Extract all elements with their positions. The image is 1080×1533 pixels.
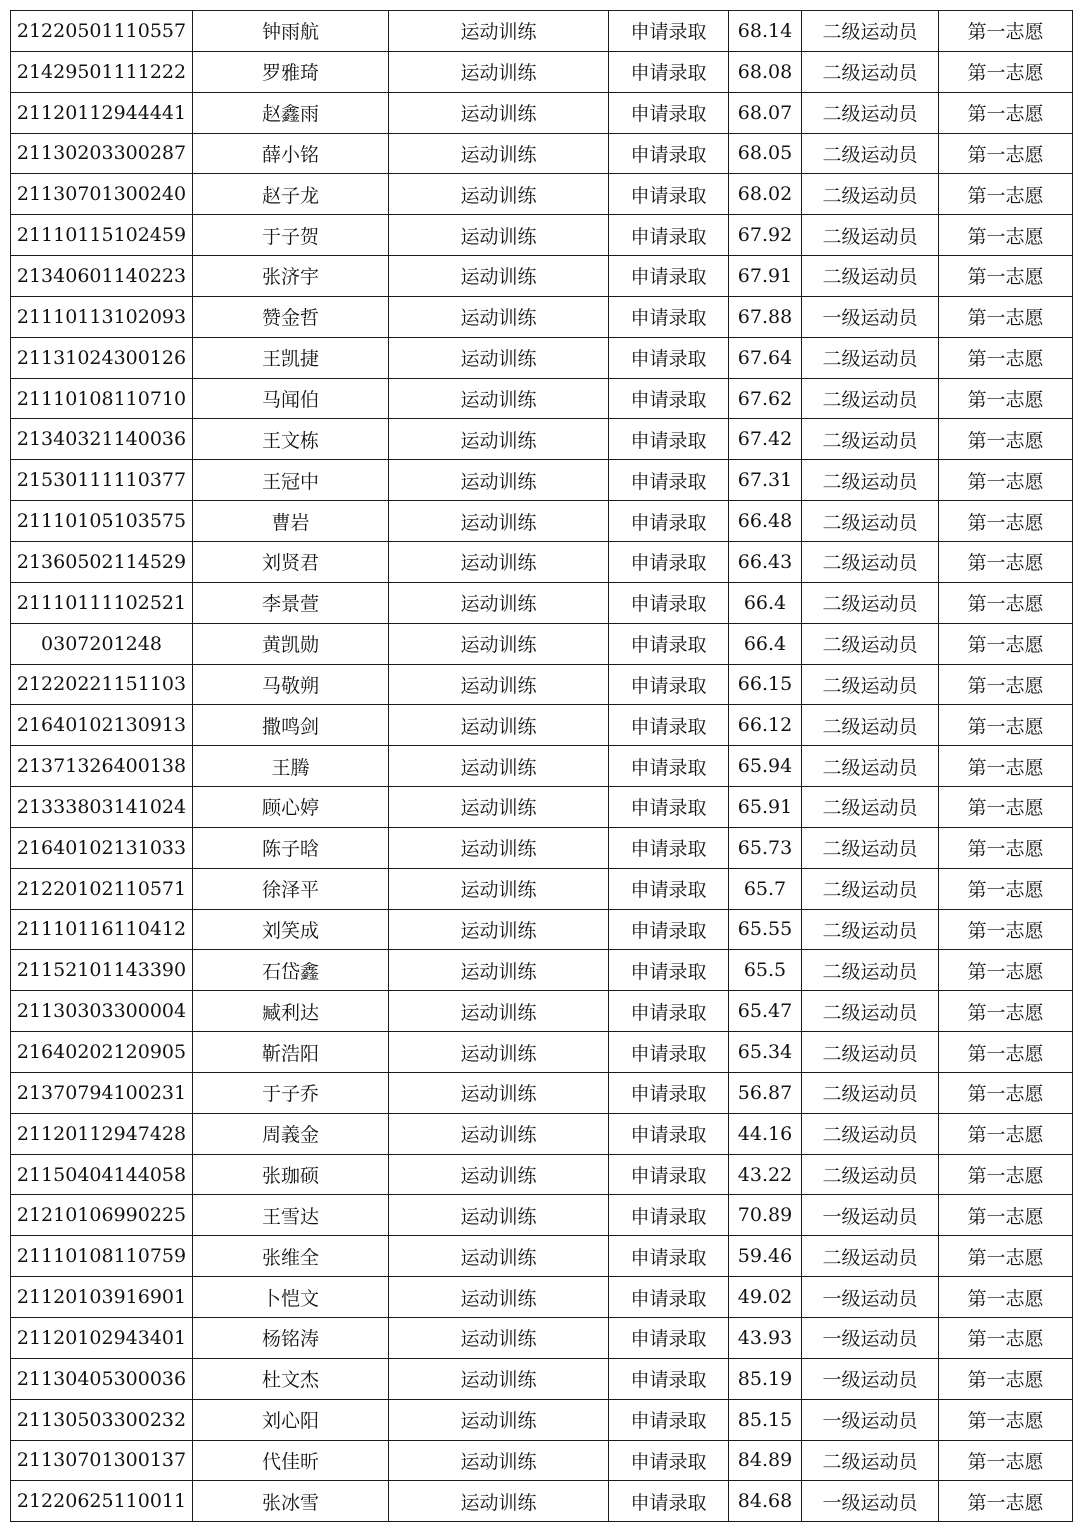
score-cell: 65.73 [729,827,802,868]
table-row [11,541,1073,582]
candidate-id-cell: 21110115102459 [11,215,193,256]
name-cell: 于子贺 [193,215,389,256]
choice-cell: 第一志愿 [939,174,1073,215]
athlete-level-cell: 一级运动员 [802,1481,939,1522]
candidate-id-cell: 21640102131033 [11,827,193,868]
major-cell: 运动训练 [389,11,609,52]
major-cell: 运动训练 [389,460,609,501]
athlete-level-cell: 二级运动员 [802,1154,939,1195]
table-row [11,705,1073,746]
table-row [11,501,1073,542]
name-cell: 卜恺文 [193,1277,389,1318]
choice-cell: 第一志愿 [939,378,1073,419]
choice-cell: 第一志愿 [939,1277,1073,1318]
major-cell: 运动训练 [389,909,609,950]
choice-cell: 第一志愿 [939,991,1073,1032]
candidate-id-cell: 21340601140223 [11,256,193,297]
score-cell: 84.89 [729,1440,802,1481]
score-cell: 66.12 [729,705,802,746]
choice-cell: 第一志愿 [939,705,1073,746]
choice-cell: 第一志愿 [939,623,1073,664]
admission-type-cell: 申请录取 [609,909,729,950]
name-cell: 赵子龙 [193,174,389,215]
table-row [11,215,1073,256]
name-cell: 张珈硕 [193,1154,389,1195]
admission-type-cell: 申请录取 [609,215,729,256]
major-cell: 运动训练 [389,991,609,1032]
choice-cell: 第一志愿 [939,1113,1073,1154]
major-cell: 运动训练 [389,1072,609,1113]
athlete-level-cell: 二级运动员 [802,215,939,256]
score-cell: 67.42 [729,419,802,460]
major-cell: 运动训练 [389,1032,609,1073]
admission-type-cell: 申请录取 [609,419,729,460]
candidate-id-cell: 21130303300004 [11,991,193,1032]
name-cell: 李景萱 [193,582,389,623]
admission-type-cell: 申请录取 [609,623,729,664]
athlete-level-cell: 二级运动员 [802,133,939,174]
score-cell: 85.19 [729,1358,802,1399]
name-cell: 代佳昕 [193,1440,389,1481]
choice-cell: 第一志愿 [939,868,1073,909]
table-row [11,1236,1073,1277]
athlete-level-cell: 二级运动员 [802,419,939,460]
choice-cell: 第一志愿 [939,256,1073,297]
athlete-level-cell: 二级运动员 [802,337,939,378]
score-cell: 68.14 [729,11,802,52]
major-cell: 运动训练 [389,51,609,92]
admission-type-cell: 申请录取 [609,746,729,787]
score-cell: 65.5 [729,950,802,991]
major-cell: 运动训练 [389,419,609,460]
admission-type-cell: 申请录取 [609,501,729,542]
candidate-id-cell: 21220501110557 [11,11,193,52]
candidate-id-cell: 21110113102093 [11,296,193,337]
candidate-id-cell: 21530111110377 [11,460,193,501]
table-row [11,419,1073,460]
major-cell: 运动训练 [389,1399,609,1440]
name-cell: 张冰雪 [193,1481,389,1522]
athlete-level-cell: 二级运动员 [802,664,939,705]
athlete-level-cell: 二级运动员 [802,950,939,991]
choice-cell: 第一志愿 [939,827,1073,868]
major-cell: 运动训练 [389,1481,609,1522]
candidate-id-cell: 21360502114529 [11,541,193,582]
score-cell: 68.05 [729,133,802,174]
choice-cell: 第一志愿 [939,1154,1073,1195]
major-cell: 运动训练 [389,705,609,746]
score-cell: 66.43 [729,541,802,582]
table-row [11,1440,1073,1481]
admission-type-cell: 申请录取 [609,1358,729,1399]
choice-cell: 第一志愿 [939,1072,1073,1113]
score-cell: 68.02 [729,174,802,215]
name-cell: 周義金 [193,1113,389,1154]
name-cell: 薛小铭 [193,133,389,174]
name-cell: 赵鑫雨 [193,92,389,133]
candidate-id-cell: 21130701300240 [11,174,193,215]
candidate-id-cell: 21110108110759 [11,1236,193,1277]
major-cell: 运动训练 [389,1154,609,1195]
name-cell: 刘贤君 [193,541,389,582]
table-row [11,337,1073,378]
choice-cell: 第一志愿 [939,133,1073,174]
athlete-level-cell: 二级运动员 [802,623,939,664]
admission-type-cell: 申请录取 [609,1113,729,1154]
choice-cell: 第一志愿 [939,501,1073,542]
admission-type-cell: 申请录取 [609,868,729,909]
candidate-id-cell: 0307201248 [11,623,193,664]
candidate-id-cell: 21150404144058 [11,1154,193,1195]
choice-cell: 第一志愿 [939,1358,1073,1399]
admission-type-cell: 申请录取 [609,92,729,133]
choice-cell: 第一志愿 [939,1195,1073,1236]
major-cell: 运动训练 [389,1195,609,1236]
score-cell: 65.91 [729,787,802,828]
athlete-level-cell: 一级运动员 [802,1399,939,1440]
athlete-level-cell: 二级运动员 [802,51,939,92]
major-cell: 运动训练 [389,1440,609,1481]
table-row [11,51,1073,92]
athlete-level-cell: 一级运动员 [802,296,939,337]
score-cell: 66.4 [729,623,802,664]
admission-type-cell: 申请录取 [609,664,729,705]
table-row [11,950,1073,991]
choice-cell: 第一志愿 [939,541,1073,582]
admission-type-cell: 申请录取 [609,541,729,582]
choice-cell: 第一志愿 [939,746,1073,787]
choice-cell: 第一志愿 [939,11,1073,52]
name-cell: 靳浩阳 [193,1032,389,1073]
athlete-level-cell: 一级运动员 [802,1195,939,1236]
score-cell: 56.87 [729,1072,802,1113]
major-cell: 运动训练 [389,174,609,215]
table-row [11,296,1073,337]
admission-type-cell: 申请录取 [609,950,729,991]
major-cell: 运动训练 [389,950,609,991]
athlete-level-cell: 二级运动员 [802,746,939,787]
table-row [11,1399,1073,1440]
candidate-id-cell: 21370794100231 [11,1072,193,1113]
table-row [11,1358,1073,1399]
name-cell: 王冠中 [193,460,389,501]
major-cell: 运动训练 [389,1277,609,1318]
name-cell: 赞金哲 [193,296,389,337]
score-cell: 66.48 [729,501,802,542]
major-cell: 运动训练 [389,746,609,787]
admission-type-cell: 申请录取 [609,582,729,623]
athlete-level-cell: 二级运动员 [802,11,939,52]
choice-cell: 第一志愿 [939,92,1073,133]
choice-cell: 第一志愿 [939,460,1073,501]
admission-type-cell: 申请录取 [609,991,729,1032]
admission-type-cell: 申请录取 [609,174,729,215]
name-cell: 王腾 [193,746,389,787]
candidate-id-cell: 21210106990225 [11,1195,193,1236]
table-row [11,11,1073,52]
athlete-level-cell: 二级运动员 [802,1072,939,1113]
candidate-id-cell: 21120112947428 [11,1113,193,1154]
score-cell: 65.34 [729,1032,802,1073]
table-row [11,1072,1073,1113]
name-cell: 杜文杰 [193,1358,389,1399]
score-cell: 67.88 [729,296,802,337]
choice-cell: 第一志愿 [939,909,1073,950]
admission-type-cell: 申请录取 [609,827,729,868]
major-cell: 运动训练 [389,827,609,868]
choice-cell: 第一志愿 [939,950,1073,991]
major-cell: 运动训练 [389,1113,609,1154]
candidate-id-cell: 21152101143390 [11,950,193,991]
candidate-id-cell: 21371326400138 [11,746,193,787]
admission-type-cell: 申请录取 [609,1399,729,1440]
score-cell: 49.02 [729,1277,802,1318]
score-cell: 43.93 [729,1318,802,1359]
candidate-id-cell: 21640202120905 [11,1032,193,1073]
score-cell: 84.68 [729,1481,802,1522]
name-cell: 王文栋 [193,419,389,460]
athlete-level-cell: 二级运动员 [802,705,939,746]
name-cell: 石岱鑫 [193,950,389,991]
score-cell: 43.22 [729,1154,802,1195]
candidate-id-cell: 21130503300232 [11,1399,193,1440]
athlete-level-cell: 二级运动员 [802,582,939,623]
choice-cell: 第一志愿 [939,1440,1073,1481]
athlete-level-cell: 二级运动员 [802,787,939,828]
name-cell: 黄凯勋 [193,623,389,664]
name-cell: 顾心婷 [193,787,389,828]
athlete-level-cell: 二级运动员 [802,991,939,1032]
major-cell: 运动训练 [389,256,609,297]
choice-cell: 第一志愿 [939,215,1073,256]
candidate-id-cell: 21110105103575 [11,501,193,542]
candidate-id-cell: 21640102130913 [11,705,193,746]
table-row [11,1154,1073,1195]
choice-cell: 第一志愿 [939,419,1073,460]
table-row [11,1481,1073,1522]
choice-cell: 第一志愿 [939,1481,1073,1522]
major-cell: 运动训练 [389,501,609,542]
admission-type-cell: 申请录取 [609,1277,729,1318]
table-row [11,133,1073,174]
major-cell: 运动训练 [389,868,609,909]
score-cell: 67.62 [729,378,802,419]
table-row [11,909,1073,950]
score-cell: 67.92 [729,215,802,256]
admission-type-cell: 申请录取 [609,51,729,92]
table-row [11,623,1073,664]
candidate-id-cell: 21429501111222 [11,51,193,92]
table-row [11,664,1073,705]
major-cell: 运动训练 [389,664,609,705]
major-cell: 运动训练 [389,1236,609,1277]
athlete-level-cell: 二级运动员 [802,378,939,419]
admission-type-cell: 申请录取 [609,296,729,337]
table-row [11,991,1073,1032]
athlete-level-cell: 一级运动员 [802,1318,939,1359]
table-row [11,378,1073,419]
admission-type-cell: 申请录取 [609,1154,729,1195]
choice-cell: 第一志愿 [939,1236,1073,1277]
athlete-level-cell: 一级运动员 [802,1358,939,1399]
table-row [11,1113,1073,1154]
major-cell: 运动训练 [389,378,609,419]
name-cell: 王雪达 [193,1195,389,1236]
score-cell: 70.89 [729,1195,802,1236]
score-cell: 65.94 [729,746,802,787]
admission-type-cell: 申请录取 [609,337,729,378]
choice-cell: 第一志愿 [939,51,1073,92]
choice-cell: 第一志愿 [939,296,1073,337]
candidate-id-cell: 21120103916901 [11,1277,193,1318]
table-row [11,92,1073,133]
name-cell: 陈子晗 [193,827,389,868]
candidate-id-cell: 21340321140036 [11,419,193,460]
admission-type-cell: 申请录取 [609,1481,729,1522]
score-cell: 67.64 [729,337,802,378]
candidate-id-cell: 21120112944441 [11,92,193,133]
name-cell: 曹岩 [193,501,389,542]
major-cell: 运动训练 [389,337,609,378]
score-cell: 68.07 [729,92,802,133]
name-cell: 罗雅琦 [193,51,389,92]
name-cell: 臧利达 [193,991,389,1032]
choice-cell: 第一志愿 [939,1318,1073,1359]
table-row [11,582,1073,623]
name-cell: 钟雨航 [193,11,389,52]
major-cell: 运动训练 [389,541,609,582]
candidate-id-cell: 21130203300287 [11,133,193,174]
admission-type-cell: 申请录取 [609,1318,729,1359]
athlete-level-cell: 二级运动员 [802,868,939,909]
athlete-level-cell: 二级运动员 [802,92,939,133]
candidate-id-cell: 21220221151103 [11,664,193,705]
major-cell: 运动训练 [389,787,609,828]
name-cell: 马闻伯 [193,378,389,419]
name-cell: 刘心阳 [193,1399,389,1440]
athlete-level-cell: 一级运动员 [802,1277,939,1318]
table-row [11,1318,1073,1359]
candidate-id-cell: 21220102110571 [11,868,193,909]
table-row [11,174,1073,215]
candidate-id-cell: 21130701300137 [11,1440,193,1481]
major-cell: 运动训练 [389,1318,609,1359]
table-row [11,1277,1073,1318]
athlete-level-cell: 二级运动员 [802,1032,939,1073]
score-cell: 68.08 [729,51,802,92]
athlete-level-cell: 二级运动员 [802,1440,939,1481]
score-cell: 85.15 [729,1399,802,1440]
roster-table-body [11,11,1073,1522]
admission-type-cell: 申请录取 [609,460,729,501]
admission-type-cell: 申请录取 [609,1236,729,1277]
candidate-id-cell: 21220625110011 [11,1481,193,1522]
candidate-id-cell: 21110116110412 [11,909,193,950]
athlete-level-cell: 二级运动员 [802,541,939,582]
athlete-level-cell: 二级运动员 [802,460,939,501]
score-cell: 59.46 [729,1236,802,1277]
athlete-level-cell: 二级运动员 [802,501,939,542]
choice-cell: 第一志愿 [939,787,1073,828]
table-row [11,746,1073,787]
choice-cell: 第一志愿 [939,664,1073,705]
score-cell: 66.15 [729,664,802,705]
athlete-level-cell: 二级运动员 [802,256,939,297]
name-cell: 张维全 [193,1236,389,1277]
score-cell: 65.47 [729,991,802,1032]
score-cell: 44.16 [729,1113,802,1154]
name-cell: 杨铭涛 [193,1318,389,1359]
choice-cell: 第一志愿 [939,1032,1073,1073]
athlete-level-cell: 二级运动员 [802,1236,939,1277]
admission-roster-table [10,10,1073,1522]
admission-type-cell: 申请录取 [609,787,729,828]
candidate-id-cell: 21130405300036 [11,1358,193,1399]
major-cell: 运动训练 [389,92,609,133]
admission-type-cell: 申请录取 [609,11,729,52]
candidate-id-cell: 21110111102521 [11,582,193,623]
name-cell: 徐泽平 [193,868,389,909]
name-cell: 马敬朔 [193,664,389,705]
athlete-level-cell: 二级运动员 [802,1113,939,1154]
admission-type-cell: 申请录取 [609,1032,729,1073]
admission-type-cell: 申请录取 [609,378,729,419]
major-cell: 运动训练 [389,133,609,174]
admission-type-cell: 申请录取 [609,1440,729,1481]
table-row [11,827,1073,868]
major-cell: 运动训练 [389,215,609,256]
table-row [11,787,1073,828]
score-cell: 66.4 [729,582,802,623]
score-cell: 67.31 [729,460,802,501]
table-row [11,1195,1073,1236]
score-cell: 65.55 [729,909,802,950]
admission-type-cell: 申请录取 [609,133,729,174]
table-row [11,256,1073,297]
table-row [11,1032,1073,1073]
table-row [11,460,1073,501]
choice-cell: 第一志愿 [939,1399,1073,1440]
candidate-id-cell: 21120102943401 [11,1318,193,1359]
admission-type-cell: 申请录取 [609,705,729,746]
choice-cell: 第一志愿 [939,337,1073,378]
major-cell: 运动训练 [389,582,609,623]
athlete-level-cell: 二级运动员 [802,827,939,868]
candidate-id-cell: 21333803141024 [11,787,193,828]
admission-type-cell: 申请录取 [609,1072,729,1113]
name-cell: 刘笑成 [193,909,389,950]
name-cell: 王凯捷 [193,337,389,378]
admission-type-cell: 申请录取 [609,256,729,297]
major-cell: 运动训练 [389,623,609,664]
athlete-level-cell: 二级运动员 [802,909,939,950]
name-cell: 于子乔 [193,1072,389,1113]
score-cell: 65.7 [729,868,802,909]
score-cell: 67.91 [729,256,802,297]
name-cell: 撒鸣剑 [193,705,389,746]
candidate-id-cell: 21131024300126 [11,337,193,378]
choice-cell: 第一志愿 [939,582,1073,623]
major-cell: 运动训练 [389,1358,609,1399]
name-cell: 张济宇 [193,256,389,297]
candidate-id-cell: 21110108110710 [11,378,193,419]
admission-type-cell: 申请录取 [609,1195,729,1236]
major-cell: 运动训练 [389,296,609,337]
table-row [11,868,1073,909]
athlete-level-cell: 二级运动员 [802,174,939,215]
